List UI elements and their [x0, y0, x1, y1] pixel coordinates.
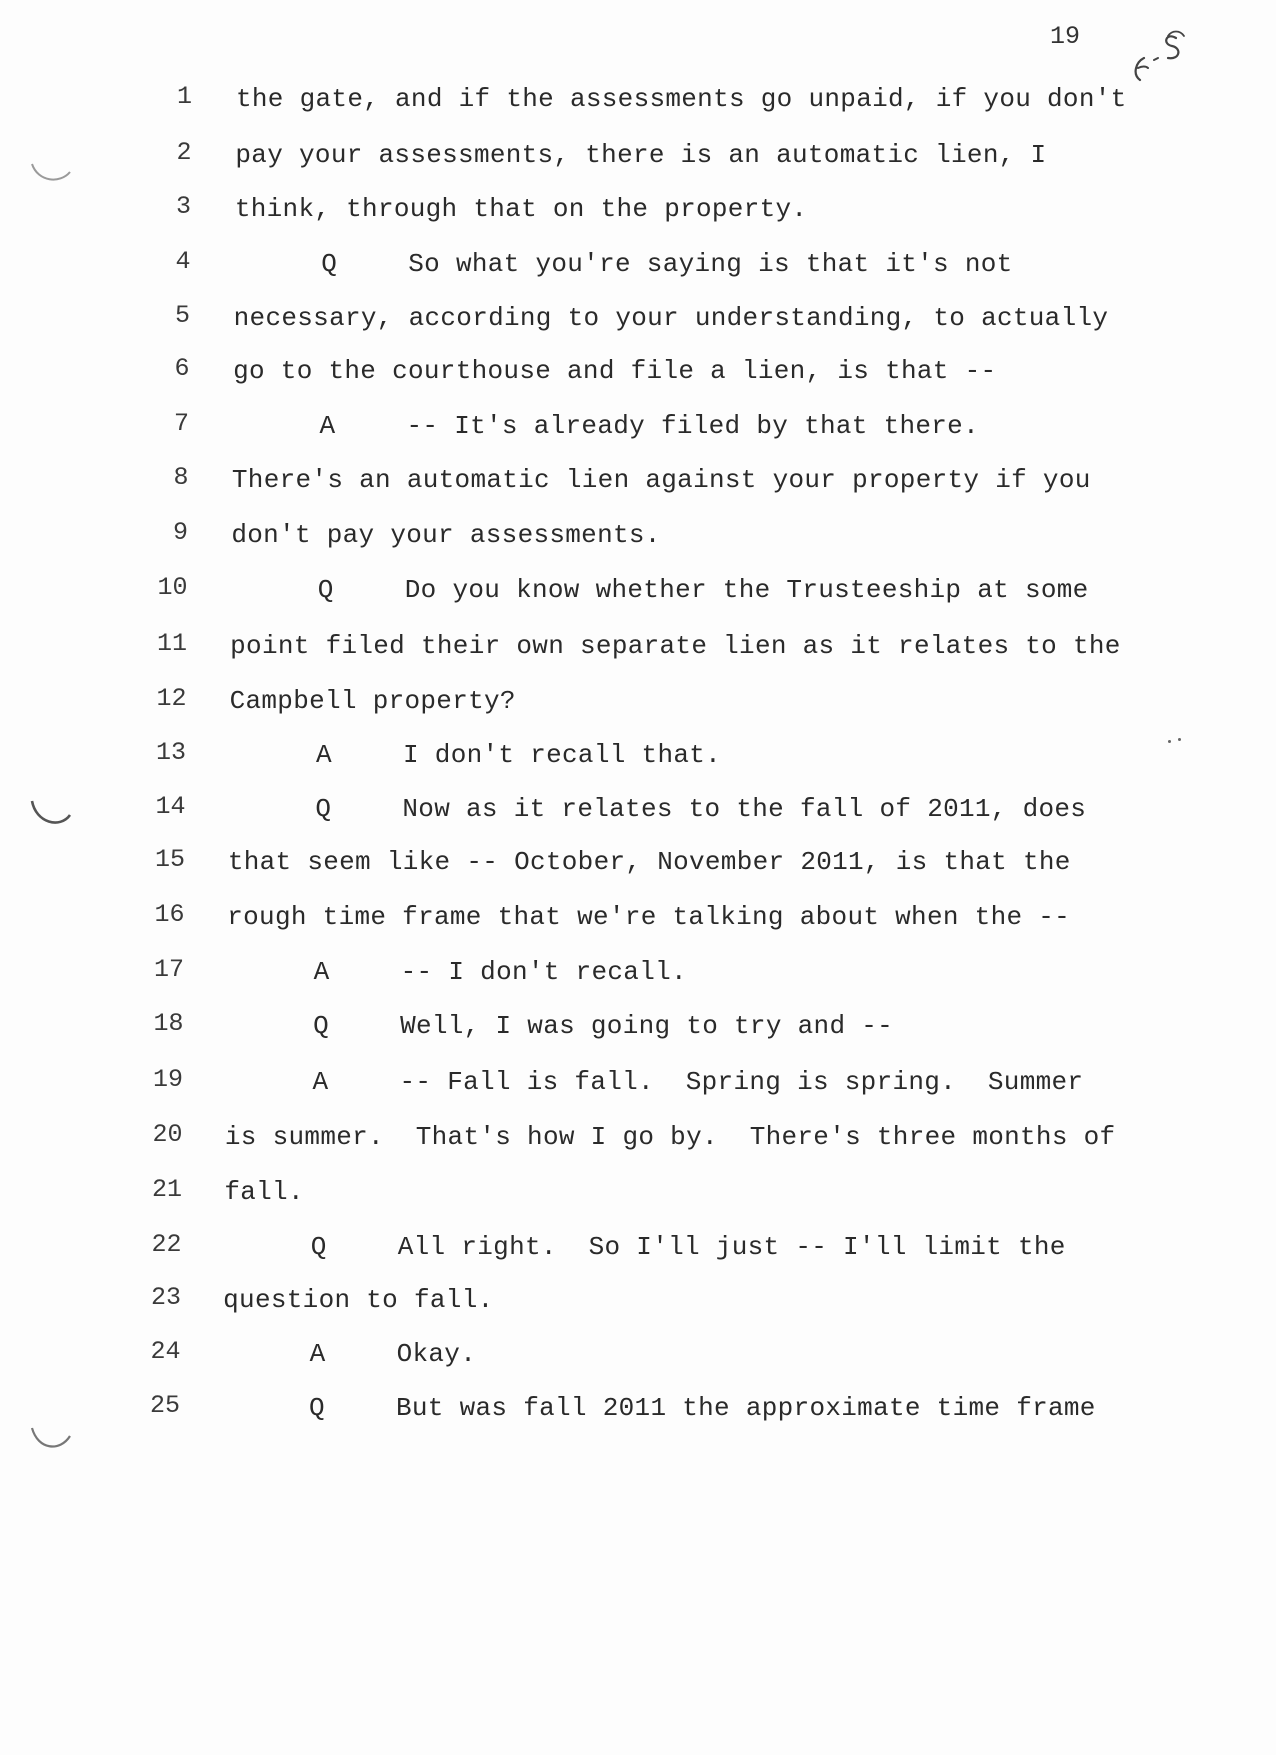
speaker-label: Q [317, 575, 334, 606]
line-text: go to the courthouse and file a lien, is that -- [233, 356, 997, 386]
speaker-label: Q [310, 1231, 327, 1262]
transcript-line [0, 792, 1276, 842]
line-number: 3 [175, 192, 191, 222]
line-number: 14 [155, 791, 186, 821]
transcript-line [0, 1175, 1276, 1225]
line-text: rough time frame that we're talking about when the -- [227, 902, 1071, 932]
line-text: Campbell property? [229, 685, 516, 716]
line-number: 22 [151, 1229, 182, 1259]
speaker-label: A [319, 410, 336, 441]
line-text: -- I don't recall. [400, 956, 687, 987]
line-number: 7 [173, 408, 189, 438]
transcript-line [0, 573, 1276, 623]
line-text: don't pay your assessments. [231, 519, 661, 550]
transcript-line [0, 463, 1276, 513]
line-text: that seem like -- October, November 2011, is that the [227, 847, 1071, 878]
transcript-line [0, 900, 1276, 950]
speaker-label: A [313, 956, 330, 987]
line-text: the gate, and if the assessments go unpaid, if you don't [236, 84, 1127, 114]
line-number: 9 [172, 517, 188, 547]
line-number: 10 [157, 573, 188, 603]
transcript-line [0, 1065, 1276, 1115]
transcript-line [0, 955, 1276, 1005]
speaker-label: Q [309, 1393, 325, 1424]
speaker-label: Q [321, 248, 337, 279]
line-number: 17 [153, 954, 184, 984]
transcript-line [0, 1009, 1276, 1059]
line-text: Well, I was going to try and -- [400, 1011, 894, 1042]
transcript-line [0, 82, 1276, 132]
line-number: 6 [174, 354, 190, 383]
line-text: So what you're saying is that it's not [408, 248, 1013, 279]
line-text: There's an automatic lien against your property if you [231, 465, 1091, 496]
transcript-line [0, 845, 1276, 895]
line-text: fall. [224, 1177, 304, 1207]
transcript-line [0, 1283, 1276, 1333]
line-number: 20 [152, 1120, 183, 1150]
transcript-line [0, 1391, 1276, 1441]
speaker-label: Q [313, 1011, 329, 1042]
line-text: -- Fall is fall. Spring is spring. Summer [399, 1066, 1084, 1097]
line-number: 2 [176, 137, 192, 167]
line-text: point filed their own separate lien as it relates to the [230, 631, 1121, 661]
line-text: I don't recall that. [403, 740, 722, 771]
line-text: -- It's already filed by that there. [406, 410, 979, 441]
transcript-line [0, 1337, 1276, 1387]
speaker-label: Q [315, 793, 332, 824]
line-text: question to fall. [223, 1285, 494, 1316]
line-number: 1 [176, 82, 192, 111]
line-text: But was fall 2011 the approximate time frame [396, 1393, 1096, 1424]
transcript-line [0, 354, 1276, 404]
line-number: 13 [155, 738, 186, 768]
line-number: 18 [153, 1009, 184, 1039]
line-number: 8 [173, 463, 189, 493]
transcript-line [0, 247, 1276, 297]
line-text: All right. So I'll just -- I'll limit the [397, 1231, 1066, 1262]
line-text: necessary, according to your understanding, to actually [233, 303, 1109, 334]
transcript-line [0, 301, 1276, 351]
transcript-line [0, 1230, 1276, 1280]
page-number: 19 [1050, 22, 1081, 51]
line-number: 21 [151, 1175, 182, 1204]
transcript-line [0, 518, 1276, 568]
line-number: 19 [152, 1064, 183, 1094]
transcript-line [0, 629, 1276, 679]
line-text: Okay. [396, 1338, 477, 1369]
transcript-line [0, 1120, 1276, 1170]
line-number: 12 [156, 683, 187, 713]
transcript-line [0, 684, 1276, 734]
line-number: 16 [154, 900, 185, 929]
line-number: 25 [149, 1391, 180, 1421]
line-number: 4 [175, 246, 191, 276]
speaker-label: A [309, 1338, 326, 1369]
speaker-label: A [312, 1066, 329, 1097]
transcript-line [0, 192, 1276, 242]
line-text: pay your assessments, there is an automatic lien, I [235, 139, 1047, 170]
transcript-line [0, 138, 1276, 188]
transcript-line [0, 409, 1276, 459]
line-text: Do you know whether the Trusteeship at some [404, 575, 1089, 606]
transcript-line [0, 738, 1276, 788]
line-number: 23 [150, 1283, 181, 1313]
line-number: 11 [156, 629, 187, 658]
line-text: Now as it relates to the fall of 2011, does [402, 793, 1087, 824]
speaker-label: A [316, 740, 332, 771]
line-text: think, through that on the property. [234, 194, 808, 225]
line-number: 15 [154, 845, 185, 875]
line-text: is summer. That's how I go by. There's three months of [224, 1122, 1116, 1153]
line-number: 24 [150, 1336, 181, 1366]
line-number: 5 [174, 301, 190, 331]
